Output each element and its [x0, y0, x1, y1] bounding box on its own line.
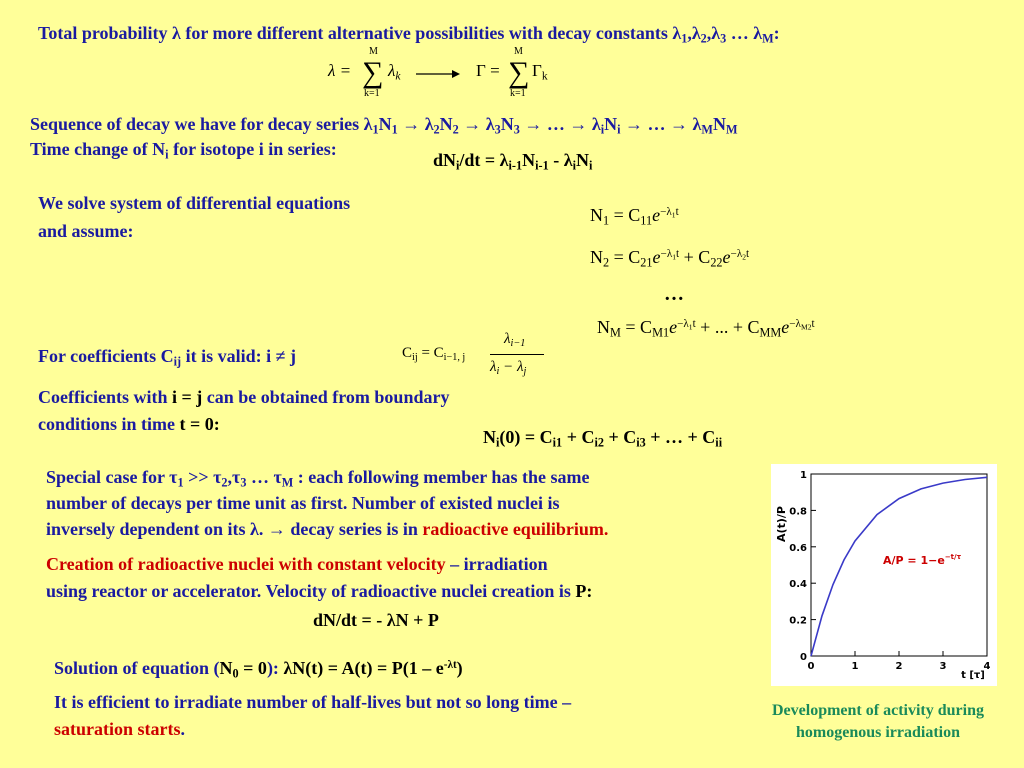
irradiation-equation: dN/dt = - λN + P [313, 610, 439, 630]
caption-line-2: homogenous irradiation [795, 724, 960, 742]
x-tick-label: 3 [939, 661, 947, 672]
sum-formula: λ = M ∑ k=1 $\lambda_k$ Γ = M ∑ k=1 $\Gamma_k$ [328, 46, 548, 99]
chart-caption [740, 700, 1016, 745]
x-axis-label: t [τ] [961, 670, 985, 681]
special-case-line-3: inversely dependent on its λ. → decay series is in radioactive equilibrium. [46, 519, 609, 539]
special-case-line-2: number of decays per time unit as first. Number of existed nuclei is [46, 493, 560, 513]
dndt-equation: $dN_i/dt = \lambda_{i-1}N_{i-1} - \lambda_iN_i$ [433, 150, 593, 173]
activity-chart [771, 464, 997, 686]
caption-line-1: Development of activity during [772, 702, 984, 719]
sequence-line: Sequence of decay we have for decay series $\lambda_1N_1 \to \lambda_2N_2 \to \lambda_3N_3$ → … → $\lambda_iN_i$ → … → $\lambda_MN_M$ [30, 114, 738, 137]
ellipsis: … [664, 283, 684, 305]
conditions-line: conditions in time t = 0: [38, 414, 220, 434]
equation-n2: $N_2 = C_{21}e^{-\lambda_1t} + C_{22}e^{-\lambda_2t}$ [590, 247, 750, 270]
y-tick-label: 0.6 [789, 542, 807, 554]
coefficients-line: For coefficients $C_{ij}$ it is valid: i ≠ j [38, 346, 296, 369]
creation-line-2: using reactor or accelerator. Velocity of radioactive nuclei creation is P: [46, 581, 593, 601]
y-axis-label: A(t)/P [775, 506, 788, 542]
chart-annotation: $A/P = 1-e^{-t/\tau}$ [883, 553, 962, 567]
x-tick-label: 1 [851, 661, 859, 672]
y-tick-label: 1 [800, 470, 807, 481]
solve-line-1: We solve system of differential equations [38, 193, 351, 213]
activity-chart-svg [771, 464, 997, 686]
ni0-equation: $N_i(0) = C_{i1} + C_{i2} + C_{i3}$ + … + $C_{ii}$ [483, 427, 723, 450]
intro-line: Total probability λ for more different alternative possibilities with decay constants $\lambda_1,\lambda_2,\lambda_3$ … $\lambda_M$: [38, 23, 780, 46]
equation-n1: $N_1 = C_{11}e^{-\lambda_1t}$ [590, 205, 679, 228]
x-tick-label: 0 [807, 661, 815, 672]
x-tick-label: 4 [983, 661, 991, 672]
x-tick-label: 2 [895, 661, 903, 672]
time-change-line: Time change of $N_i$ for isotope i in series: [30, 139, 337, 162]
y-tick-label: 0 [800, 652, 807, 663]
solve-line-2: and assume: [38, 221, 134, 241]
y-tick-label: 0.4 [789, 579, 807, 591]
y-tick-label: 0.2 [789, 615, 807, 627]
cij-formula: $C_{ij} = C_{i-1, j}$ $\lambda_{i-1}$ $\lambda_i - \lambda_j$ [402, 330, 552, 386]
solution-line: Solution of equation $(N_0 = 0)$: $\lambda N(t) = A(t) = P(1 - e^{-\lambda t})$ [54, 658, 463, 681]
efficient-line-1: It is efficient to irradiate number of half-lives but not so long time – [54, 692, 572, 712]
arrow-icon [416, 68, 460, 80]
creation-line-1: Creation of radioactive nuclei with constant velocity – irradiation [46, 554, 548, 574]
special-case-line-1: Special case for $\tau_1 >> \tau_2,\tau_3$ … $\tau_M$ : each following member has the same [46, 467, 590, 490]
y-tick-label: 0.8 [789, 506, 807, 518]
coefficients-with-line: Coefficients with i = j can be obtained from boundary [38, 387, 450, 407]
efficient-line-2: saturation starts. [54, 719, 185, 739]
equation-nm: $N_M = C_{M1}e^{-\lambda_1t}$ + ... + $C_{MM}e^{-\lambda_{M2}t}$ [597, 317, 815, 340]
